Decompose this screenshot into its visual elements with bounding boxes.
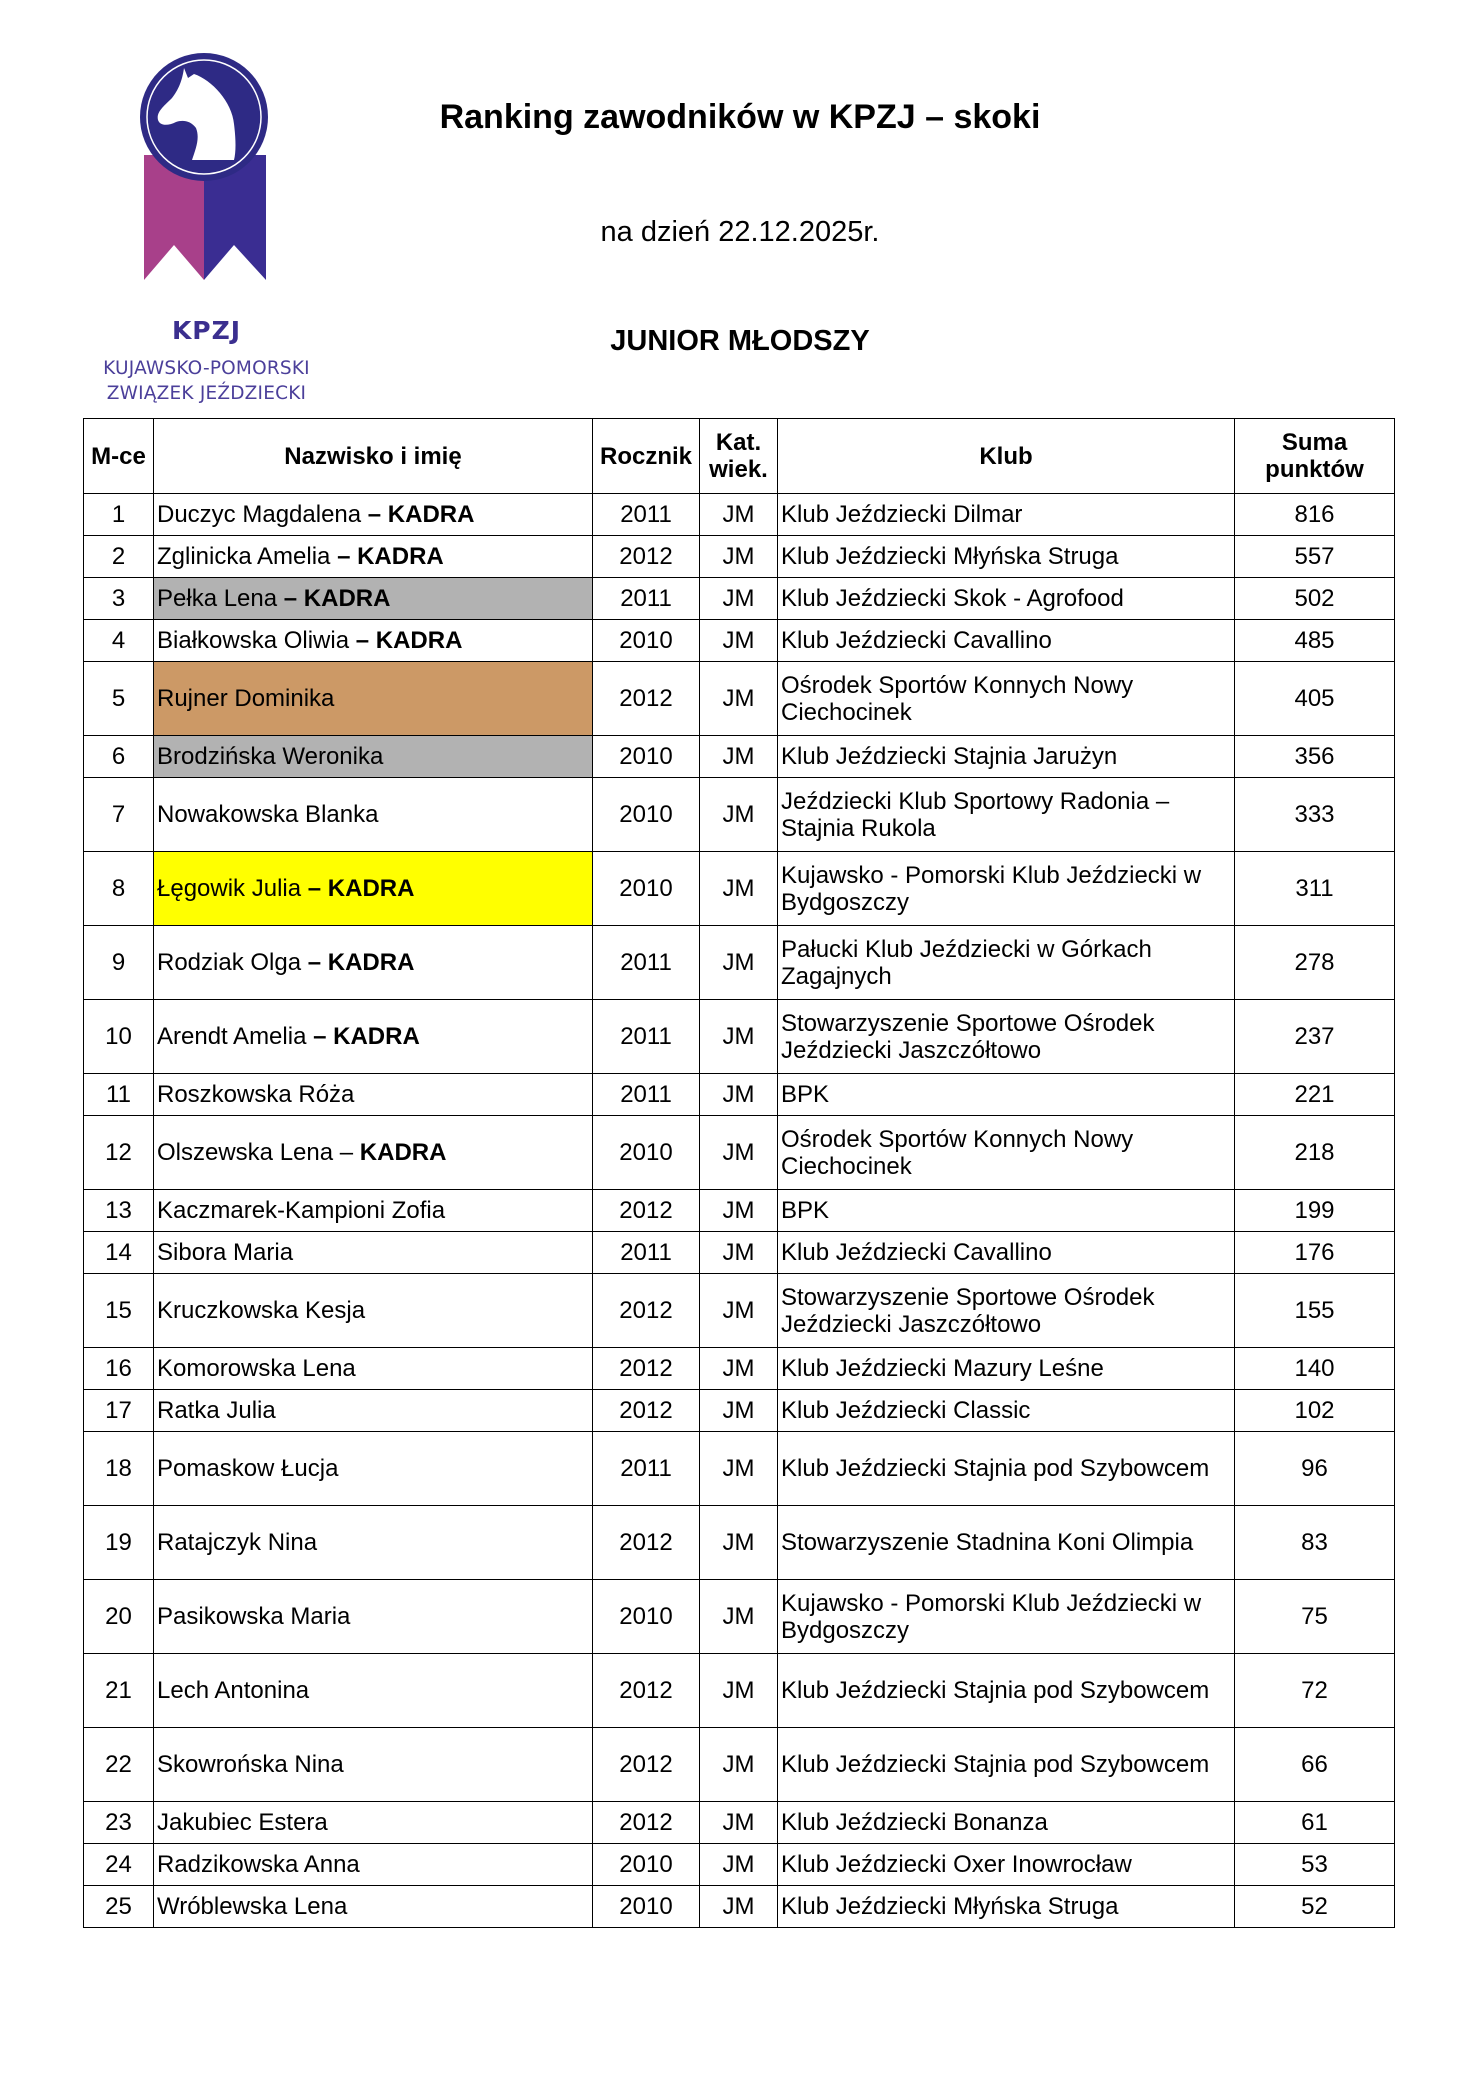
birth-year-cell: 2010 [593, 1844, 700, 1886]
place-cell: 6 [84, 736, 154, 778]
place-cell: 25 [84, 1886, 154, 1928]
table-row [84, 778, 1395, 852]
points-cell: 155 [1235, 1274, 1395, 1348]
club-cell: Klub Jeździecki Classic [778, 1390, 1235, 1432]
birth-year-cell: 2010 [593, 852, 700, 926]
rider-name-cell [154, 1390, 593, 1432]
birth-year-cell: 2011 [593, 1074, 700, 1116]
table-row [84, 494, 1395, 536]
points-cell: 218 [1235, 1116, 1395, 1190]
points-cell: 83 [1235, 1506, 1395, 1580]
rider-name: Brodzińska Weronika [157, 743, 384, 770]
place-cell: 24 [84, 1844, 154, 1886]
age-category-cell: JM [700, 1432, 778, 1506]
rider-name: Komorowska Lena [157, 1355, 356, 1382]
birth-year-cell: 2011 [593, 1432, 700, 1506]
place-cell: 7 [84, 778, 154, 852]
rider-name-cell [154, 1074, 593, 1116]
club-cell: Klub Jeździecki Cavallino [778, 620, 1235, 662]
club-cell: Klub Jeździecki Mazury Leśne [778, 1348, 1235, 1390]
rider-name-cell [154, 778, 593, 852]
age-category-cell: JM [700, 736, 778, 778]
rider-name-cell [154, 662, 593, 736]
points-cell: 96 [1235, 1432, 1395, 1506]
age-category-cell: JM [700, 620, 778, 662]
rider-name: Ratajczyk Nina [157, 1529, 318, 1556]
club-cell: Stowarzyszenie Sportowe Ośrodek Jeździecki Jaszczółtowo [778, 1000, 1235, 1074]
column-header-points [1235, 419, 1395, 494]
birth-year-cell: 2010 [593, 620, 700, 662]
points-cell: 502 [1235, 578, 1395, 620]
points-cell: 333 [1235, 778, 1395, 852]
points-cell: 221 [1235, 1074, 1395, 1116]
place-cell: 5 [84, 662, 154, 736]
birth-year-cell: 2012 [593, 662, 700, 736]
rider-name: Olszewska Lena [157, 1139, 334, 1166]
column-header-category [700, 419, 778, 494]
age-category-cell: JM [700, 852, 778, 926]
rider-name-cell [154, 852, 593, 926]
logo-name-line2: ZWIĄZEK JEŹDZIECKI [106, 383, 307, 404]
column-header-year: Rocznik [593, 419, 700, 494]
age-category-cell: JM [700, 1000, 778, 1074]
column-header-points-line1: Suma [1281, 429, 1348, 456]
club-cell: Klub Jeździecki Skok - Agrofood [778, 578, 1235, 620]
rider-name: Kruczkowska Kesja [157, 1297, 366, 1324]
club-cell: Klub Jeździecki Młyńska Struga [778, 536, 1235, 578]
club-cell: Klub Jeździecki Cavallino [778, 1232, 1235, 1274]
birth-year-cell: 2012 [593, 1802, 700, 1844]
age-category-cell: JM [700, 1274, 778, 1348]
club-cell: Pałucki Klub Jeździecki w Górkach Zagajnych [778, 926, 1235, 1000]
birth-year-cell: 2011 [593, 926, 700, 1000]
birth-year-cell: 2010 [593, 778, 700, 852]
club-cell: Stowarzyszenie Stadnina Koni Olimpia [778, 1506, 1235, 1580]
rider-name: Lech Antonina [157, 1677, 310, 1704]
rider-name: Łęgowik Julia [157, 875, 302, 902]
birth-year-cell: 2012 [593, 1728, 700, 1802]
rider-name-cell [154, 1000, 593, 1074]
kadra-badge: KADRA [327, 875, 415, 902]
age-category-cell: JM [700, 536, 778, 578]
table-row [84, 1190, 1395, 1232]
kadra-badge: KADRA [387, 501, 475, 528]
birth-year-cell: 2012 [593, 1190, 700, 1232]
rider-name: Nowakowska Blanka [157, 801, 379, 828]
place-cell: 20 [84, 1580, 154, 1654]
club-cell: Klub Jeździecki Stajnia pod Szybowcem [778, 1432, 1235, 1506]
table-row [84, 620, 1395, 662]
rider-name: Ratka Julia [157, 1397, 276, 1424]
points-cell: 199 [1235, 1190, 1395, 1232]
rider-name-cell [154, 736, 593, 778]
birth-year-cell: 2010 [593, 1116, 700, 1190]
place-cell: 17 [84, 1390, 154, 1432]
points-cell: 72 [1235, 1654, 1395, 1728]
rider-name-cell [154, 1844, 593, 1886]
place-cell: 14 [84, 1232, 154, 1274]
rider-name: Jakubiec Estera [157, 1809, 328, 1836]
table-row [84, 1654, 1395, 1728]
birth-year-cell: 2012 [593, 1506, 700, 1580]
birth-year-cell: 2012 [593, 1274, 700, 1348]
age-category-cell: JM [700, 494, 778, 536]
points-cell: 485 [1235, 620, 1395, 662]
points-cell: 237 [1235, 1000, 1395, 1074]
place-cell: 23 [84, 1802, 154, 1844]
age-category-cell: JM [700, 1348, 778, 1390]
club-cell: Stowarzyszenie Sportowe Ośrodek Jeździecki Jaszczółtowo [778, 1274, 1235, 1348]
rider-name: Pomaskow Łucja [157, 1455, 339, 1482]
place-cell: 16 [84, 1348, 154, 1390]
kadra-badge: KADRA [303, 585, 391, 612]
club-cell: Klub Jeździecki Stajnia pod Szybowcem [778, 1654, 1235, 1728]
rider-name: Kaczmarek-Kampioni Zofia [157, 1197, 446, 1224]
column-header-points-line2: punktów [1265, 456, 1364, 483]
table-row [84, 1728, 1395, 1802]
points-cell: 75 [1235, 1580, 1395, 1654]
club-cell: BPK [778, 1074, 1235, 1116]
points-cell: 356 [1235, 736, 1395, 778]
rider-name: Pełka Lena [157, 585, 278, 612]
table-row [84, 536, 1395, 578]
age-category-cell: JM [700, 1728, 778, 1802]
rider-name-cell [154, 1232, 593, 1274]
kadra-separator: – [301, 875, 328, 902]
rider-name-cell [154, 536, 593, 578]
table-row [84, 1232, 1395, 1274]
birth-year-cell: 2011 [593, 1000, 700, 1074]
points-cell: 278 [1235, 926, 1395, 1000]
table-row [84, 1844, 1395, 1886]
age-category-cell: JM [700, 1802, 778, 1844]
age-category-cell: JM [700, 1390, 778, 1432]
place-cell: 4 [84, 620, 154, 662]
rider-name-cell [154, 494, 593, 536]
rider-name-cell [154, 1506, 593, 1580]
rider-name-cell [154, 1274, 593, 1348]
page-title: Ranking zawodników w KPZJ – skoki [439, 98, 1041, 136]
horse-rosette-icon [84, 40, 329, 320]
age-category-cell: JM [700, 662, 778, 736]
club-cell: Kujawsko - Pomorski Klub Jeździecki w Bydgoszczy [778, 852, 1235, 926]
place-cell: 19 [84, 1506, 154, 1580]
birth-year-cell: 2012 [593, 1348, 700, 1390]
kadra-badge: KADRA [333, 1023, 420, 1050]
kadra-separator: – [333, 1139, 360, 1166]
rider-name: Rujner Dominika [157, 685, 335, 712]
rider-name: Duczyc Magdalena [157, 501, 362, 528]
age-category-cell: JM [700, 926, 778, 1000]
points-cell: 311 [1235, 852, 1395, 926]
table-row [84, 1886, 1395, 1928]
points-cell: 53 [1235, 1844, 1395, 1886]
points-cell: 66 [1235, 1728, 1395, 1802]
rider-name: Zglinicka Amelia [157, 543, 331, 570]
table-row [84, 1348, 1395, 1390]
column-header-place: M-ce [84, 419, 154, 494]
birth-year-cell: 2012 [593, 536, 700, 578]
column-header-category-line2: wiek. [709, 456, 768, 483]
rider-name-cell [154, 1654, 593, 1728]
points-cell: 816 [1235, 494, 1395, 536]
club-cell: BPK [778, 1190, 1235, 1232]
points-cell: 61 [1235, 1802, 1395, 1844]
kadra-badge: KADRA [359, 1139, 447, 1166]
table-row [84, 1074, 1395, 1116]
place-cell: 12 [84, 1116, 154, 1190]
age-category-cell: JM [700, 1886, 778, 1928]
age-category-cell: JM [700, 1506, 778, 1580]
kadra-separator: – [361, 501, 388, 528]
age-category-cell: JM [700, 1116, 778, 1190]
kpzj-logo [84, 40, 329, 404]
place-cell: 3 [84, 578, 154, 620]
kadra-separator: – [306, 1023, 334, 1050]
rider-name: Radzikowska Anna [157, 1851, 360, 1878]
age-category-cell: JM [700, 778, 778, 852]
birth-year-cell: 2011 [593, 494, 700, 536]
place-cell: 22 [84, 1728, 154, 1802]
rider-name-cell [154, 1190, 593, 1232]
age-category-cell: JM [700, 1580, 778, 1654]
logo-abbreviation: KPZJ [171, 316, 242, 345]
place-cell: 2 [84, 536, 154, 578]
rider-name-cell [154, 1348, 593, 1390]
table-row [84, 1116, 1395, 1190]
place-cell: 10 [84, 1000, 154, 1074]
rider-name-cell [154, 1802, 593, 1844]
club-cell: Klub Jeździecki Oxer Inowrocław [778, 1844, 1235, 1886]
rider-name-cell [154, 578, 593, 620]
place-cell: 18 [84, 1432, 154, 1506]
column-header-category-line1: Kat. [715, 429, 762, 456]
place-cell: 15 [84, 1274, 154, 1348]
column-header-name: Nazwisko i imię [154, 419, 593, 494]
club-cell: Klub Jeździecki Stajnia pod Szybowcem [778, 1728, 1235, 1802]
rider-name: Pasikowska Maria [157, 1603, 351, 1630]
rider-name: Sibora Maria [157, 1239, 294, 1266]
age-category-cell: JM [700, 1190, 778, 1232]
table-row [84, 578, 1395, 620]
birth-year-cell: 2010 [593, 736, 700, 778]
rider-name-cell [154, 1116, 593, 1190]
points-cell: 557 [1235, 536, 1395, 578]
table-row [84, 1390, 1395, 1432]
rider-name-cell [154, 1580, 593, 1654]
birth-year-cell: 2011 [593, 578, 700, 620]
place-cell: 1 [84, 494, 154, 536]
column-header-club: Klub [778, 419, 1235, 494]
rider-name: Białkowska Oliwia [157, 627, 350, 654]
table-row [84, 662, 1395, 736]
table-row [84, 1432, 1395, 1506]
club-cell: Jeździecki Klub Sportowy Radonia – Stajnia Rukola [778, 778, 1235, 852]
table-header-row [84, 419, 1395, 494]
table-row [84, 736, 1395, 778]
kadra-separator: – [301, 949, 328, 976]
place-cell: 8 [84, 852, 154, 926]
table-row [84, 1580, 1395, 1654]
age-category-cell: JM [700, 1074, 778, 1116]
birth-year-cell: 2010 [593, 1580, 700, 1654]
rider-name: Skowrońska Nina [157, 1751, 344, 1778]
rider-name: Rodziak Olga [157, 949, 302, 976]
kadra-badge: KADRA [375, 627, 463, 654]
club-cell: Klub Jeździecki Stajnia Jarużyn [778, 736, 1235, 778]
kadra-separator: – [349, 627, 376, 654]
category-heading: JUNIOR MŁODSZY [610, 325, 870, 357]
points-cell: 102 [1235, 1390, 1395, 1432]
logo-name-line1: KUJAWSKO-POMORSKI [103, 358, 310, 379]
age-category-cell: JM [700, 1232, 778, 1274]
club-cell: Kujawsko - Pomorski Klub Jeździecki w Bydgoszczy [778, 1580, 1235, 1654]
rider-name: Wróblewska Lena [157, 1893, 348, 1920]
kadra-separator: – [330, 543, 358, 570]
birth-year-cell: 2010 [593, 1886, 700, 1928]
club-cell: Ośrodek Sportów Konnych Nowy Ciechocinek [778, 662, 1235, 736]
age-category-cell: JM [700, 1844, 778, 1886]
kadra-badge: KADRA [357, 543, 444, 570]
kadra-badge: KADRA [327, 949, 415, 976]
ranking-table [83, 418, 1395, 1928]
rider-name-cell [154, 1432, 593, 1506]
birth-year-cell: 2012 [593, 1654, 700, 1728]
rider-name: Arendt Amelia [157, 1023, 307, 1050]
ranking-date: na dzień 22.12.2025r. [600, 216, 880, 248]
table-row [84, 1000, 1395, 1074]
table-row [84, 1274, 1395, 1348]
table-row [84, 1506, 1395, 1580]
table-row [84, 926, 1395, 1000]
place-cell: 9 [84, 926, 154, 1000]
age-category-cell: JM [700, 578, 778, 620]
table-row [84, 1802, 1395, 1844]
kadra-separator: – [277, 585, 304, 612]
birth-year-cell: 2012 [593, 1390, 700, 1432]
ranking-table-body [84, 494, 1395, 1928]
points-cell: 140 [1235, 1348, 1395, 1390]
points-cell: 52 [1235, 1886, 1395, 1928]
club-cell: Ośrodek Sportów Konnych Nowy Ciechocinek [778, 1116, 1235, 1190]
points-cell: 405 [1235, 662, 1395, 736]
points-cell: 176 [1235, 1232, 1395, 1274]
rider-name-cell [154, 1886, 593, 1928]
place-cell: 21 [84, 1654, 154, 1728]
birth-year-cell: 2011 [593, 1232, 700, 1274]
place-cell: 11 [84, 1074, 154, 1116]
rider-name-cell [154, 1728, 593, 1802]
place-cell: 13 [84, 1190, 154, 1232]
rider-name: Roszkowska Róża [157, 1081, 355, 1108]
club-cell: Klub Jeździecki Młyńska Struga [778, 1886, 1235, 1928]
table-row [84, 852, 1395, 926]
club-cell: Klub Jeździecki Bonanza [778, 1802, 1235, 1844]
age-category-cell: JM [700, 1654, 778, 1728]
club-cell: Klub Jeździecki Dilmar [778, 494, 1235, 536]
rider-name-cell [154, 620, 593, 662]
rider-name-cell [154, 926, 593, 1000]
